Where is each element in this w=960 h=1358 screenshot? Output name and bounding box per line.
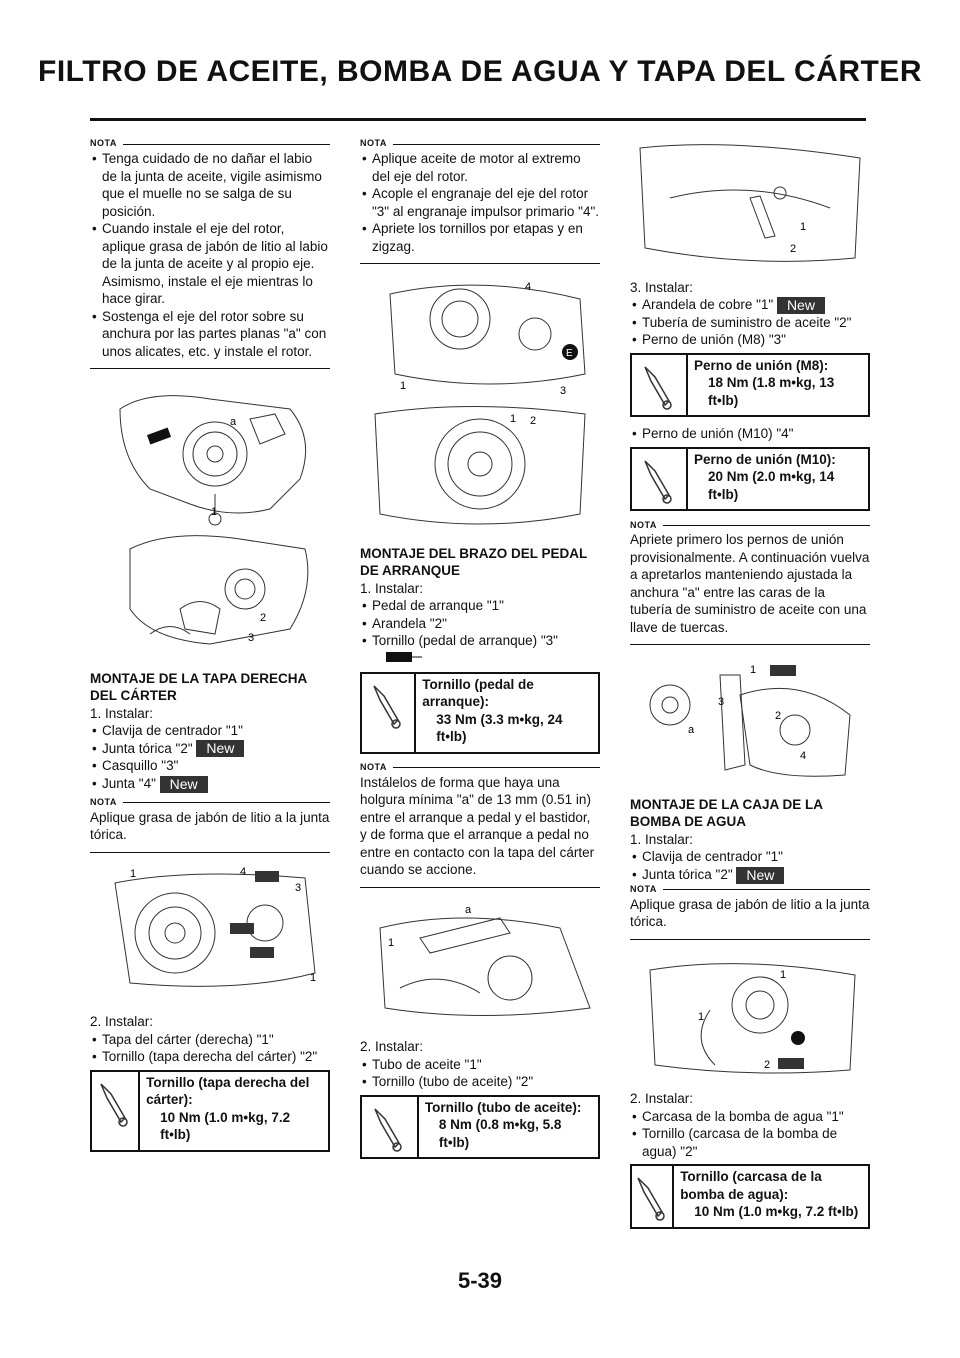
page-title: FILTRO DE ACEITE, BOMBA DE AGUA Y TAPA DEL CÁRTER — [38, 55, 922, 88]
nota-item: • Apriete los tornillos por etapas y en zigzag. — [360, 220, 600, 255]
svg-text:E: E — [566, 348, 573, 359]
torque-wrench-icon — [641, 361, 677, 411]
nota-box — [90, 797, 330, 853]
nota-label: NOTA — [90, 797, 330, 809]
torque-box — [630, 353, 870, 418]
torque-name: Tornillo (tapa derecha del cárter): — [146, 1074, 310, 1108]
rotor-gear-figure — [360, 274, 600, 539]
nota-label: NOTA — [630, 884, 870, 896]
list-item: • Arandela "2" — [360, 615, 600, 633]
list-item: • Junta tórica "2" New — [630, 866, 870, 884]
svg-text:2: 2 — [775, 710, 782, 723]
svg-text:4: 4 — [800, 750, 807, 763]
nota-item: • Tenga cuidado de no dañar el labio de la junta de aceite, vigile asimismo que el muelle no se salga de su posición. — [90, 150, 330, 220]
nota-label: NOTA — [360, 762, 600, 774]
torque-box — [360, 672, 600, 754]
nota-text: Apriete primero los pernos de unión provisionalmente. A continuación vuelva a apretarlos manteniendo ajustada la anchura "a" entre las caras de la tubería de suministro de aceite con una llave de tuercas. — [630, 531, 870, 645]
list-item: • Tornillo (pedal de arranque) "3" — [360, 632, 600, 650]
torque-value: 10 Nm (1.0 m•kg, 7.2 ft•lb) — [160, 1109, 291, 1143]
list-item: • Casquillo "3" — [90, 757, 330, 775]
column-2 — [360, 138, 600, 1167]
new-badge: New — [736, 867, 784, 884]
list-item: • Perno de unión (M10) "4" — [630, 425, 870, 443]
locking-agent-icon — [360, 650, 600, 668]
new-badge: New — [777, 297, 825, 314]
nota-item: • Cuando instale el eje del rotor, aplique grasa de jabón de litio al labio de la junta de aceite y al propio eje. Asimismo, instale el eje mientras lo hace girar. — [90, 220, 330, 308]
svg-text:1: 1 — [310, 971, 317, 984]
list-item: • Carcasa de la bomba de agua "1" — [630, 1108, 870, 1126]
cover-figure — [90, 863, 330, 1008]
column-1 — [90, 138, 330, 1160]
svg-text:3: 3 — [560, 385, 567, 397]
list-item: • Clavija de centrador "1" — [90, 722, 330, 740]
page-number: 5-39 — [457, 1268, 503, 1293]
step-label: 1. Instalar: — [630, 831, 694, 847]
step-label: 1. Instalar: — [90, 705, 154, 721]
svg-text:a: a — [465, 903, 472, 916]
torque-wrench-icon — [641, 455, 677, 505]
list-item: • Tubería de suministro de aceite "2" — [630, 314, 870, 332]
torque-name: Tornillo (pedal de arranque): — [422, 676, 534, 709]
header-rule — [90, 118, 866, 121]
step-label: 2. Instalar: — [90, 1014, 154, 1030]
svg-text:2: 2 — [260, 612, 267, 624]
svg-text:1: 1 — [780, 968, 787, 981]
torque-wrench-icon — [97, 1078, 133, 1128]
section-title: MONTAJE DE LA CAJA DE LA BOMBA DE AGUA — [630, 796, 823, 830]
nota-item: • Acople el engranaje del eje del rotor "3" al engranaje impulsor primario "4". — [360, 185, 600, 220]
nota-text: Aplique grasa de jabón de litio a la junta tórica. — [630, 896, 870, 940]
svg-text:a: a — [230, 416, 237, 428]
list-item: • Arandela de cobre "1" New — [630, 296, 870, 314]
union-bolt-figure — [630, 655, 870, 790]
svg-text:4: 4 — [240, 865, 247, 878]
list-item: • Pedal de arranque "1" — [360, 597, 600, 615]
svg-text:2: 2 — [790, 243, 797, 255]
step-label: 1. Instalar: — [360, 580, 424, 596]
svg-text:3: 3 — [718, 696, 725, 709]
svg-text:2: 2 — [530, 415, 537, 427]
torque-box — [630, 1164, 870, 1229]
svg-text:4: 4 — [525, 281, 532, 293]
new-badge: New — [196, 740, 244, 757]
svg-text:1: 1 — [750, 664, 757, 677]
torque-wrench-icon — [634, 1172, 670, 1222]
nota-box — [360, 138, 600, 264]
nota-text: Aplique grasa de jabón de litio a la junta tórica. — [90, 809, 330, 853]
nota-box — [630, 519, 870, 645]
step-label: 2. Instalar: — [630, 1091, 694, 1107]
svg-text:1: 1 — [800, 221, 807, 233]
torque-box — [360, 1095, 600, 1160]
nota-box — [360, 762, 600, 888]
kickstarter-figure — [360, 898, 600, 1033]
list-item: • Junta tórica "2" New — [90, 740, 330, 758]
new-badge: New — [160, 776, 208, 793]
svg-text:2: 2 — [764, 1058, 771, 1071]
nota-label: NOTA — [360, 138, 600, 150]
nota-item: • Sostenga el eje del rotor sobre su anchura por las partes planas "a" con unos alicates, etc. y instale el rotor. — [90, 308, 330, 361]
torque-name: Perno de unión (M10): — [694, 451, 836, 467]
rotor-figure — [90, 379, 330, 664]
svg-text:1: 1 — [698, 1010, 705, 1023]
step-label: 3. Instalar: — [630, 279, 694, 295]
section-title: MONTAJE DEL BRAZO DEL PEDAL DE ARRANQUE — [360, 545, 588, 578]
svg-text:1: 1 — [130, 867, 137, 880]
list-item: • Tornillo (tubo de aceite) "2" — [360, 1073, 600, 1091]
svg-text:1: 1 — [388, 936, 395, 949]
svg-text:3: 3 — [248, 632, 255, 644]
list-item: • Tapa del cárter (derecha) "1" — [90, 1031, 330, 1049]
torque-name: Tornillo (tubo de aceite): — [424, 1099, 582, 1115]
column-3 — [630, 138, 870, 1237]
torque-name: Perno de unión (M8): — [694, 357, 829, 373]
list-item: • Clavija de centrador "1" — [630, 848, 870, 866]
svg-text:3: 3 — [295, 881, 302, 894]
nota-label: NOTA — [630, 519, 870, 531]
list-item: • Tornillo (carcasa de la bomba de agua) "2" — [630, 1125, 870, 1160]
list-item: • Tornillo (tapa derecha del cárter) "2" — [90, 1048, 330, 1066]
svg-text:a: a — [688, 724, 695, 737]
torque-value: 18 Nm (1.8 m•kg, 13 ft•lb) — [708, 375, 835, 408]
torque-value: 8 Nm (0.8 m•kg, 5.8 ft•lb) — [438, 1117, 562, 1150]
section-title: MONTAJE DE LA TAPA DERECHA DEL CÁRTER — [90, 670, 307, 703]
torque-value: 20 Nm (2.0 m•kg, 14 ft•lb) — [708, 469, 835, 502]
water-pump-figure — [630, 950, 870, 1085]
list-item: • Perno de unión (M8) "3" — [630, 331, 870, 349]
nota-box — [90, 138, 330, 369]
svg-text:1: 1 — [211, 506, 218, 518]
torque-box — [90, 1070, 330, 1152]
oil-pipe-figure — [630, 138, 870, 273]
svg-text:1: 1 — [400, 380, 407, 392]
nota-box — [630, 884, 870, 940]
torque-box — [630, 447, 870, 512]
list-item: • Tubo de aceite "1" — [360, 1056, 600, 1074]
torque-value: 33 Nm (3.3 m•kg, 24 ft•lb) — [436, 711, 563, 744]
list-item: • Junta "4" New — [90, 775, 330, 793]
nota-item: • Aplique aceite de motor al extremo del eje del rotor. — [360, 150, 600, 185]
svg-text:1: 1 — [510, 413, 517, 425]
torque-wrench-icon — [370, 680, 406, 730]
torque-wrench-icon — [371, 1103, 407, 1153]
nota-label: NOTA — [90, 138, 330, 150]
torque-value: 10 Nm (1.0 m•kg, 7.2 ft•lb) — [694, 1204, 859, 1220]
step-label: 2. Instalar: — [360, 1039, 424, 1054]
torque-name: Tornillo (carcasa de la bomba de agua): — [680, 1169, 822, 1202]
nota-text: Instálelos de forma que haya una holgura mínima "a" de 13 mm (0.51 in) entre el arranque a pedal y el bastidor, y de forma que el arranque a pedal no entre en contacto con la tapa del cárter cuando se accione. — [360, 774, 600, 888]
